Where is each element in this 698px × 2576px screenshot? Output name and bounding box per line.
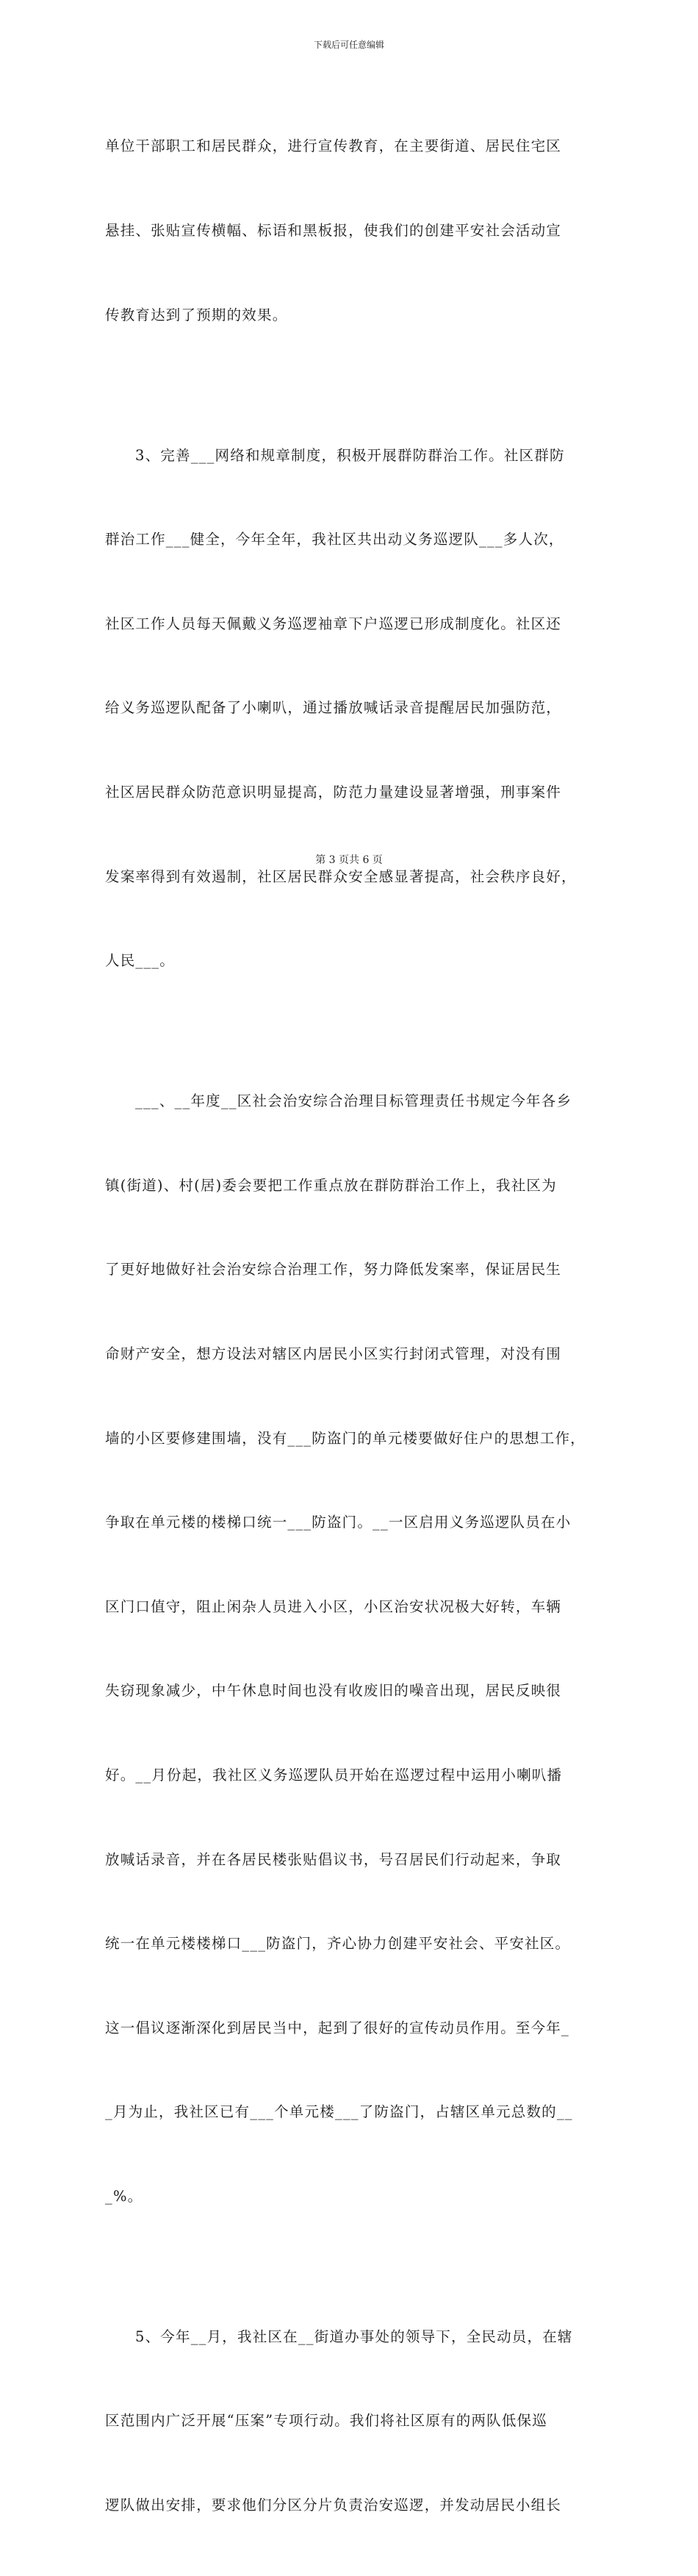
- text-line: 墙的小区要修建围墙，没有___防盗门的单元楼要做好住户的思想工作，: [105, 1429, 586, 1447]
- text-line: 放喊话录音，并在各居民楼张贴倡议书，号召居民们行动起来，争取: [105, 1850, 562, 1868]
- text-line: 发案率得到有效遏制，社区居民群众安全感显著提高，社会秩序良好，: [105, 867, 577, 885]
- text-line: 失窃现象减少，中午休息时间也没有收废旧的噪音出现，居民反映很: [105, 1682, 562, 1700]
- text-line: 区范围内广泛开展“压案”专项行动。我们将社区原有的两队低保巡: [105, 2412, 547, 2430]
- text-line: 这一倡议逐渐深化到居民当中，起到了很好的宣传动员作用。至今年_: [105, 2019, 569, 2036]
- text-line: 单位干部职工和居民群众，进行宣传教育，在主要街道、居民住宅区: [105, 137, 562, 155]
- text-line: 3、完善___网络和规章制度，积极开展群防群治工作。社区群防: [135, 446, 565, 464]
- text-line: 社区居民群众防范意识明显提高，防范力量建设显著增强，刑事案件: [105, 783, 562, 801]
- text-line: 区门口值守，阻止闲杂人员进入小区，小区治安状况极大好转，车辆: [105, 1598, 562, 1615]
- document-body: [105, 76, 599, 2576]
- text-line: _月为止，我社区已有___个单元楼___了防盗门，占辖区单元总数的__: [105, 2103, 573, 2121]
- text-line: 逻队做出安排，要求他们分区分片负责治安巡逻，并发动居民小组长: [105, 2497, 562, 2514]
- text-line: 好。__月份起，我社区义务巡逻队员开始在巡逻过程中运用小喇叭播: [105, 1766, 563, 1783]
- text-line: 争取在单元楼的楼梯口统一___防盗门。__一区启用义务巡逻队员在小: [105, 1514, 572, 1531]
- page-header: 下载后可任意编辑: [313, 40, 384, 50]
- text-line: _%。: [105, 2187, 143, 2205]
- text-line: 5、今年__月，我社区在__街道办事处的领导下，全民动员，在辖: [135, 2328, 573, 2345]
- paragraph-2: [105, 385, 599, 1031]
- text-line: ___、__年度__区社会治安综合治理目标管理责任书规定今年各乡: [135, 1092, 572, 1110]
- text-line: 群治工作___健全，今年全年，我社区共出动义务巡逻队___多人次，: [105, 531, 564, 548]
- text-line: 给义务巡逻队配备了小喇叭，通过播放喊话录音提醒居民加强防范，: [105, 699, 562, 717]
- paragraph-1: [105, 76, 599, 385]
- text-line: 镇(街道)、村(居)委会要把工作重点放在群防群治工作上，我社区为: [105, 1176, 557, 1194]
- text-line: 了更好地做好社会治安综合治理工作，努力降低发案率，保证居民生: [105, 1261, 562, 1278]
- text-line: 统一在单元楼楼梯口___防盗门，齐心协力创建平安社会、平安社区。: [105, 1935, 571, 1953]
- paragraph-3: [105, 1031, 599, 2267]
- text-line: 命财产安全，想方设法对辖区内居民小区实行封闭式管理，对没有围: [105, 1345, 562, 1362]
- paragraph-4: [105, 2266, 599, 2575]
- text-line: 悬挂、张贴宣传横幅、标语和黑板报，使我们的创建平安社会活动宣: [105, 222, 562, 239]
- text-line: 传教育达到了预期的效果。: [105, 306, 288, 323]
- page-footer: 第 3 页共 6 页: [315, 854, 383, 866]
- text-line: 人民___。: [105, 952, 175, 970]
- text-line: 社区工作人员每天佩戴义务巡逻袖章下户巡逻已形成制度化。社区还: [105, 615, 562, 632]
